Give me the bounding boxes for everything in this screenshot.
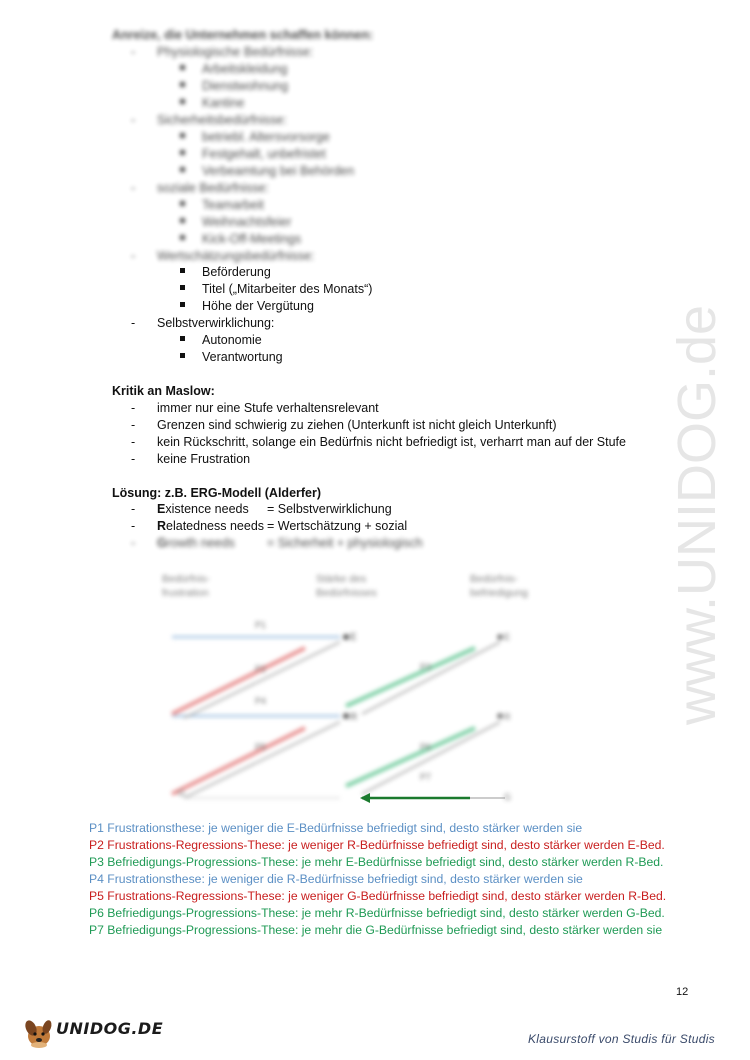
p-label: P5 (255, 742, 267, 752)
gray-link (184, 722, 340, 798)
node-r-satisfied (497, 713, 503, 719)
node-e (343, 634, 349, 640)
page-number: 12 (676, 986, 689, 998)
thesis-p4: P4 Frustrationsthese: je weniger die R-Bedürfnisse befriedigt sind, desto stärker werden sie (89, 872, 583, 886)
critique-heading: Kritik an Maslow: (112, 384, 215, 398)
node-label-g-satisfied: G (504, 792, 512, 802)
gray-link (362, 722, 500, 794)
svg-text:www.UNIDOG.de: www.UNIDOG.de (667, 304, 727, 725)
thesis-p6: P6 Befriedigungs-Progressions-These: je mehr R-Bedürfnisse befriedigt sind, desto stärker werden G-Bed. (89, 906, 665, 920)
thesis-p5: P5 Frustrations-Regressions-These: je weniger G-Bedürfnisse befriedigt sind, desto stärker werden R-Bed. (89, 889, 667, 903)
erg-diagram (150, 610, 530, 810)
p2-arrow (172, 648, 305, 714)
diagram-col-frustration: Bedürfnis- frustration (162, 573, 210, 599)
p-label: P7 (420, 772, 432, 782)
p-label: P4 (255, 696, 267, 706)
p-label: P6 (420, 742, 432, 752)
solution-heading: Lösung: z.B. ERG-Modell (Alderfer) (112, 486, 322, 500)
diagram-col-strength: Stärke des Bedürfnisses (316, 573, 377, 599)
gray-link (184, 642, 340, 718)
node-label-e-satisfied: E (504, 632, 511, 642)
node-label-e: E (350, 632, 357, 643)
p6-arrow (346, 728, 475, 786)
logo-text: UNIDOG.DE (56, 1019, 164, 1038)
p-label: P3 (420, 662, 432, 672)
node-label-r-satisfied: R (504, 712, 511, 722)
p-label: P2 (255, 664, 267, 674)
node-label-g-frustrated: G (178, 788, 186, 798)
p3-arrow (346, 648, 475, 706)
node-e-satisfied (497, 634, 503, 640)
thesis-p7: P7 Befriedigungs-Progressions-These: je mehr die G-Bedürfnisse befriedigt sind, desto stärker werden sie (89, 923, 663, 937)
thesis-p2: P2 Frustrations-Regressions-These: je weniger R-Bedürfnisse befriedigt sind, desto stärker werden E-Bed. (89, 838, 665, 852)
gray-link (362, 642, 500, 714)
node-r (343, 713, 349, 719)
incentives-heading: Anreize, die Unternehmen schaffen können: (112, 28, 374, 42)
footer-tagline: Klausurstoff von Studis für Studis (528, 1032, 715, 1046)
document-page: Anreize, die Unternehmen schaffen können: - Physiologische Bedürfnisse: Arbeitskleidung Dienstwohnung Kantine - Sicherheitsbedürfnisse: betriebl. Altersvorsorge Festgehalt, unbefristet Verbeamtung bei Behörden - soziale Bedürfnisse: Teamarbeit Weihnachtsfeier Kick-Off-Meetings - Wertschätzungsbedürfnisse: Beförderung Titel („Mitarbeiter des Monats“) Höhe der Vergütung - Selbstverwirklichung: Autonomie Verantwortung Kritik an Maslow: - immer nur eine Stufe verhaltensrelevant - Grenzen sind schwierig zu ziehen (Unterkunft ist nicht gleich Unterkunft) - kein Rückschritt, solange ein Bedürfnis nicht befriedigt ist, verharrt man auf der Stufe - keine Frustration Lösung: z.B. ERG-Modell (Alderfer) - Existence needs = Selbstverwirklichung - Relatedness needs = Wertschätzung + sozial - Growth needs = Sicherheit + physiologisch Bedürfnis- frustration Stärke des Bedürfnisses Bedürfnis- befriedigung E R E R G G P1 P2 P3 P4 P5 P6 P7 P1 Frustrationsthese: je weniger die E-Bedürfnisse befriedigt sind, desto stärker werden sie P2 Frustrations-Regressions-These: je weniger R-Bedürfnisse befriedigt sind, desto stärker werden E-Bed. P3 Befriedigungs-Progressions-These: je mehr E-Bedürfnisse befriedigt sind, desto stärker werden R-Bed. P4 Frustrationsthese: je weniger die R-Bedürfnisse befriedigt sind, desto stärker werden sie P5 Frustrations-Regressions-These: je weniger G-Bedürfnisse befriedigt sind, desto stärker werden R-Bed. P6 Befriedigungs-Progressions-These: je mehr R-Bedürfnisse befriedigt sind, desto stärker werden G-Bed. P7 Befriedigungs-Progressions-These: je mehr die G-Bedürfnisse befriedigt sind, desto stärker werden sie www.UNIDOG.de 12 UNIDOG.DE Klausurstoff von Studis für Studis (0, 0, 750, 1060)
thesis-p3: P3 Befriedigungs-Progressions-These: je mehr E-Bedürfnisse befriedigt sind, desto stärker werden R-Bed. (89, 855, 664, 869)
node-label-r: R (350, 712, 358, 723)
watermark (600, 280, 750, 740)
diagram-col-satisfaction: Bedürfnis- befriedigung (470, 573, 528, 599)
p7-arrowhead (360, 793, 370, 803)
thesis-p1: P1 Frustrationsthese: je weniger die E-Bedürfnisse befriedigt sind, desto stärker werden sie (89, 821, 583, 835)
p-label: P1 (255, 620, 267, 630)
p5-arrow (172, 728, 305, 794)
